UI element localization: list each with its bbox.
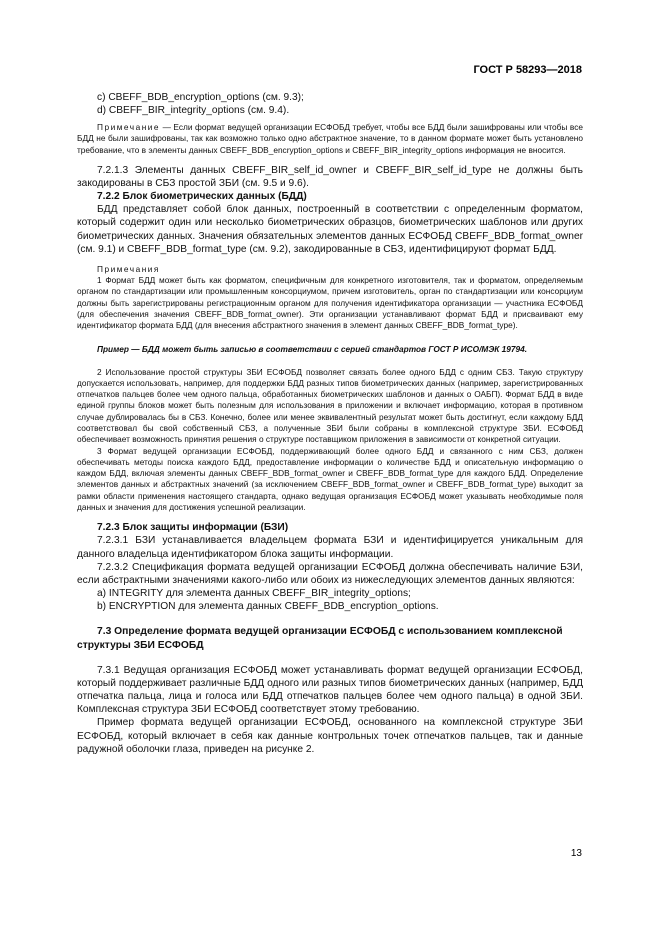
list-item-b: b) ENCRYPTION для элемента данных CBEFF_BDB_encryption_options. [97, 600, 439, 612]
example-paragraph: Пример формата ведущей организации ЕСФОБД, основанного на комплексной структуре ЗБИ ЕСФОБД, который включает в себя как данные контрольных точек отпечатков пальцев, так и данные радужной оболочки глаза, приведен на рисунке 2. [77, 717, 583, 755]
note-1: 1 Формат БДД может быть как форматом, специфичным для конкретного изготовителя, так и форматом, определяемым органом по стандартизации или промышленным консорциумом, причем изготовитель, орган по стандартизации или консорциум должны быть зарегистрированы регистрационным органом для получения идентификатора организации — участника ЕСФОБД (для обеспечения значения CBEFF_BDB_format_owner). Эти организации устанавливают формат БДД и присваивают ему идентификатор формата БДД (для внесения абстрактного значения в элемент данных CBEFF_BDB_format_type). [77, 275, 583, 331]
clause-7-2-3-2: 7.2.3.2 Спецификация формата ведущей организации ЕСФОБД должна обеспечивать наличие БЗИ, если абстрактными значениями какого-либо или обоих из нижеследующих элементов данных являются: [77, 561, 583, 586]
note-label: Примечание [97, 122, 161, 133]
list-item-c: c) CBEFF_BDB_encryption_options (см. 9.3); [97, 92, 304, 103]
heading-7-2-2: 7.2.2 Блок биометрических данных (БДД) [97, 191, 307, 203]
page-number: 13 [570, 848, 582, 859]
heading-7-2-3: 7.2.3 Блок защиты информации (БЗИ) [97, 522, 289, 534]
note-3: 3 Формат ведущей организации ЕСФОБД, поддерживающий более одного БДД и связанного с ним СБЗ, должен обеспечивать методы поиска каждого БДД, предоставление информации о количестве БДД и описательную информацию о каждом БДД, включая элементы данных CBEFF_BDB_format_owner и CBEFF_BDB_format_type для каждого БДД. Определение элементов данных и абстрактных значений (за исключением CBEFF_BDB_format_owner и CBEFF_BDB_format_type) выходит за рамки области применения настоящего стандарта, однако ведущая организация ЕСФОБД может указывать необходимые поля данных и значения для достижения успешной реализации. [77, 445, 583, 513]
example-line: Пример — БДД может быть записью в соответствии с серией стандартов ГОСТ Р ИСО/МЭК 19794. [97, 343, 528, 354]
note-2: 2 Использование простой структуры ЗБИ ЕСФОБД позволяет связать более одного БДД с одним СБЗ. Такую структуру допускается использовать, например, для поддержки БДД разных типов биометрических данных (например, зарегистрированных отпечатков пальцев более чем одного пальца, обработанных биометрических шаблонов и данных о ОАБП). Формат БДД в виде единой группы блоков может быть полезным для использования в приложении и включает информацию, которая в противном случае дублировалась бы в СБЗ. Конечно, более или менее эквивалентный результат может быть достигнут, если каждому БДД соответствовал бы свой собственный СБЗ, а полученные ЗБИ были собраны в комплексной структуре ЗБИ. ЕСФОБД обеспечивает возможность принятия решения о структуре поставщиком приложения в зависимости от конкретной ситуации. [77, 366, 583, 445]
clause-7-2-1-3: 7.2.1.3 Элементы данных CBEFF_BIR_self_id_owner и CBEFF_BIR_self_id_type не должны быть закодированы в СБЗ простой ЗБИ (см. 9.5 и 9.6). [77, 165, 583, 190]
notes-label: Примечания [97, 263, 160, 274]
page-content [77, 91, 583, 756]
note-text: — Если формат ведущей организации ЕСФОБД требует, чтобы все БДД были зашифрованы или чтобы все БДД не были зашифрованы, так как возможно только одно абстрактное значение, то в данном формате может быть установлено требование, что в элементы данных CBEFF_BDB_encryption_options и CBEFF_BIR_integrity_options информация не вносится. [77, 122, 583, 155]
clause-7-3-1: 7.3.1 Ведущая организация ЕСФОБД может устанавливать формат ведущей организации ЕСФОБД, который поддерживает различные БДД одного или разных типов биометрических данных (например, БДД отпечатка пальца, лица и голоса или БДД отпечатков пальцев более чем одного пальца) в одной ЗБИ. Комплексная структура ЗБИ ЕСФОБД соответствует этому требованию. [77, 665, 583, 716]
list-item-d: d) CBEFF_BIR_integrity_options (см. 9.4). [97, 105, 290, 117]
list-item-a: a) INTEGRITY для элемента данных CBEFF_BIR_integrity_options; [97, 587, 411, 599]
clause-7-2-2-text: БДД представляет собой блок данных, построенный в соответствии с определенным форматом, который содержит один или несколько биометрических образцов, биометрических шаблонов или других биометрических данных. Значения обязательных элементов данных ЕСФОБД CBEFF_BDB_format_owner (см. 9.1) и CBEFF_BDB_format_type (см. 9.2), закодированные в СБЗ, идентифицируют формат БДД. [77, 204, 583, 255]
standard-header: ГОСТ Р 58293—2018 [473, 64, 582, 76]
heading-7-3: 7.3 Определение формата ведущей организации ЕСФОБД с использованием комплексной структуры ЗБИ ЕСФОБД [77, 626, 563, 651]
note-paragraph [77, 122, 583, 156]
clause-7-2-3-1: 7.2.3.1 БЗИ устанавливается владельцем формата БЗИ и идентифицируется уникальным для данного владельца идентификатором блока защиты информации. [77, 535, 583, 560]
